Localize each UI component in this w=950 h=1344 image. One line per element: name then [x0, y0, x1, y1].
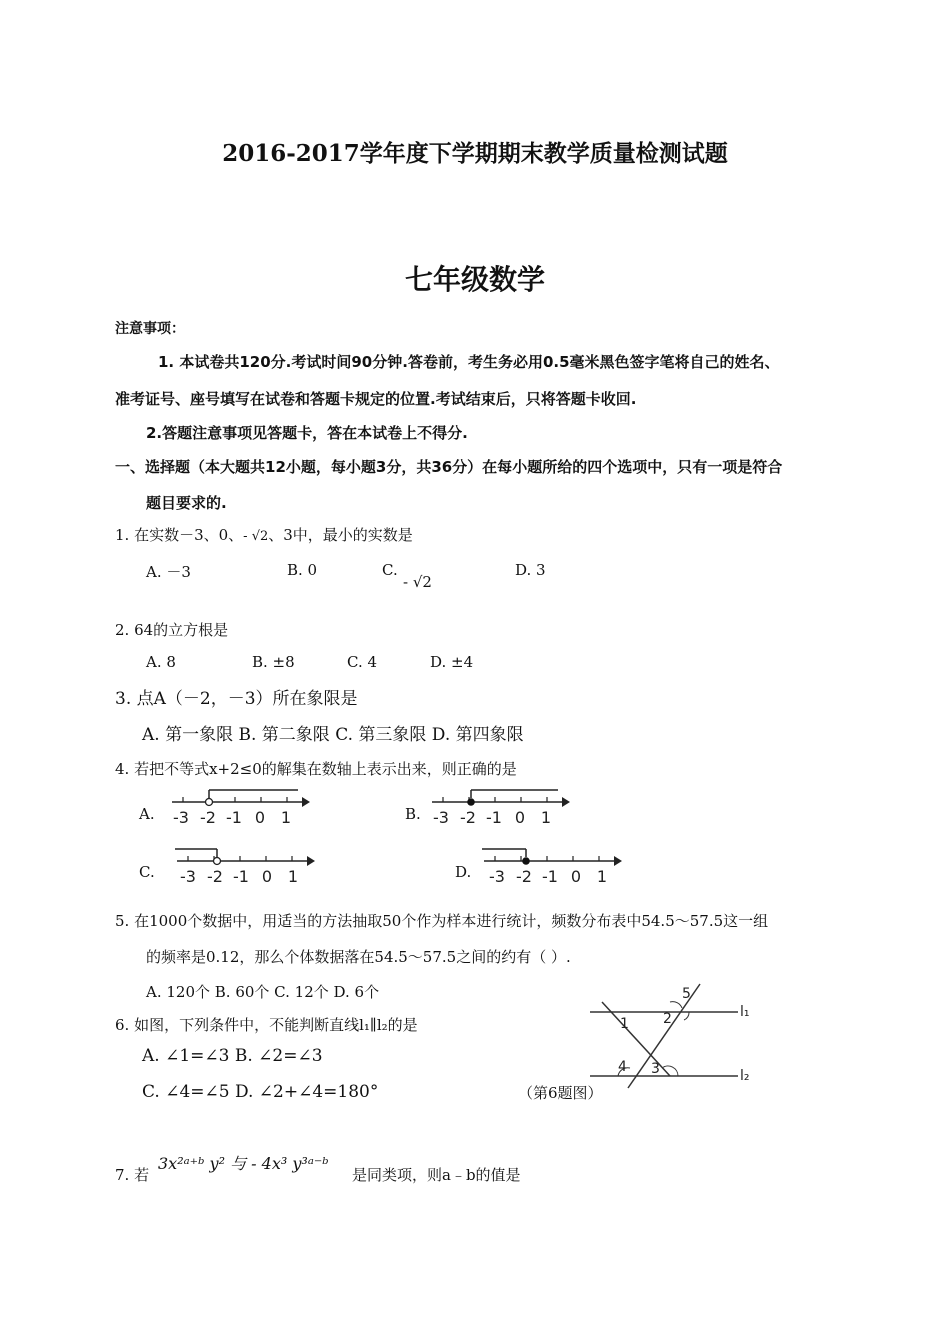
q1-option-c-expr: - √2	[403, 573, 432, 591]
q4-label-c: C.	[139, 863, 155, 881]
tick-label: -2	[460, 808, 476, 827]
q6-options-row1: A. ∠1=∠3 B. ∠2=∠3	[142, 1046, 323, 1066]
tick-label: 0	[254, 808, 266, 827]
q2-option-a: A. 8	[146, 653, 176, 671]
q2-option-b: B. ±8	[252, 653, 295, 671]
q4-numberline-d	[480, 843, 625, 888]
q4-numberline-a	[168, 784, 313, 829]
notice-heading: 注意事项：	[115, 321, 185, 337]
tick-label: -1	[233, 867, 249, 886]
q5-stem-line1: 5. 在1000个数据中，用适当的方法抽取50个作为样本进行统计，频数分布表中54.5～57.5这一组	[115, 912, 769, 930]
q2-option-d: D. ±4	[430, 653, 474, 671]
q6-options-row2: C. ∠4=∠5 D. ∠2+∠4=180°	[142, 1082, 379, 1102]
notice-item1-line1: 1. 本试卷共120分.考试时间90分钟.答卷前，考生务必用0.5毫米黑色签字笔将自己的姓名、	[158, 353, 780, 371]
exam-title: 2016-2017学年度下学期期末教学质量检测试题	[222, 140, 728, 167]
tick-label: -3	[489, 867, 505, 886]
q4-label-b: B.	[405, 805, 421, 823]
fig-label: 1	[620, 1016, 629, 1032]
notice-item1-line2: 准考证号、座号填写在试卷和答题卡规定的位置.考试结束后，只将答题卡收回.	[115, 390, 637, 408]
exam-subtitle: 七年级数学	[404, 263, 545, 296]
fig-label: 4	[618, 1059, 627, 1075]
fig-label: l₂	[740, 1068, 750, 1084]
q1-stem	[115, 524, 413, 545]
q1-option-d: D. 3	[515, 561, 546, 579]
tick-label: -3	[180, 867, 196, 886]
q1-option-c: C.	[382, 561, 398, 579]
q6-figure	[590, 980, 760, 1090]
q6-stem: 6. 如图，下列条件中，不能判断直线l₁∥l₂的是	[115, 1016, 418, 1034]
q6-figure-caption: （第6题图）	[518, 1084, 603, 1102]
q3-options: A. 第一象限 B. 第二象限 C. 第三象限 D. 第四象限	[142, 725, 524, 745]
tick-label: 0	[514, 808, 526, 827]
tick-label: 1	[280, 808, 292, 827]
q1-option-b: B. 0	[287, 561, 318, 579]
fig-label: 5	[682, 986, 691, 1002]
tick-label: -2	[516, 867, 532, 886]
q3-stem: 3. 点A（－2，－3）所在象限是	[115, 689, 358, 709]
tick-label: 1	[596, 867, 608, 886]
q4-label-a: A.	[139, 805, 155, 823]
q1-sqrt: - √2	[243, 529, 269, 544]
tick-label: -1	[542, 867, 558, 886]
fig-label: l₁	[740, 1004, 750, 1020]
q7-expression: 3x²ᵃ⁺ᵇ y² 与 - 4x³ y³ᵃ⁻ᵇ	[158, 1154, 329, 1173]
tick-label: 1	[540, 808, 552, 827]
q4-label-d: D.	[455, 863, 472, 881]
q1-stem-b: 、3中，最小的实数是	[268, 526, 413, 544]
notice-item2: 2.答题注意事项见答题卡，答在本试卷上不得分.	[146, 424, 468, 442]
q2-stem: 2. 64的立方根是	[115, 621, 229, 639]
fig-label: 3	[651, 1061, 660, 1077]
tick-label: -2	[200, 808, 216, 827]
q4-stem: 4. 若把不等式x+2≤0的解集在数轴上表示出来，则正确的是	[115, 760, 517, 778]
q2-option-c: C. 4	[347, 653, 378, 671]
tick-label: 0	[261, 867, 273, 886]
tick-label: -3	[173, 808, 189, 827]
q7-prefix: 7. 若	[115, 1166, 150, 1184]
q1-stem-a: 1. 在实数－3、0、	[115, 526, 244, 544]
q7-suffix: 是同类项，则a﹣b的值是	[352, 1166, 521, 1184]
q4-numberline-b	[428, 784, 573, 829]
fig-label: 2	[663, 1011, 672, 1027]
tick-label: -1	[226, 808, 242, 827]
tick-label: -1	[486, 808, 502, 827]
tick-label: -3	[433, 808, 449, 827]
tick-label: 1	[287, 867, 299, 886]
tick-label: -2	[207, 867, 223, 886]
q4-numberline-c	[173, 843, 318, 888]
q5-options: A. 120个 B. 60个 C. 12个 D. 6个	[146, 983, 380, 1001]
q1-option-a: A. －3	[146, 563, 191, 581]
section1-heading: 一、选择题（本大题共12小题，每小题3分，共36分）在每小题所给的四个选项中，只有一项是符合	[115, 458, 783, 476]
section1-heading-cont: 题目要求的.	[146, 494, 227, 512]
q5-stem-line2: 的频率是0.12，那么个体数据落在54.5～57.5之间的约有（ ）.	[146, 948, 571, 966]
tick-label: 0	[570, 867, 582, 886]
